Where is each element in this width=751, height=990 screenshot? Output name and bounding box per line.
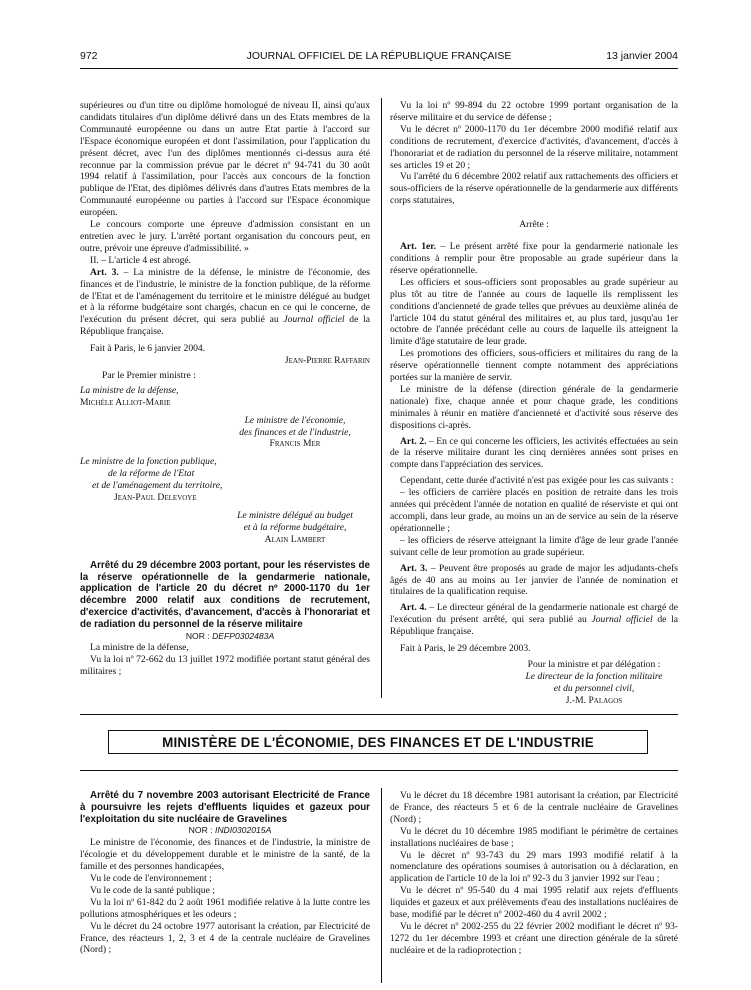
left-column-top bbox=[80, 100, 370, 678]
paragraph: Vu le décret du 10 décembre 1985 modifiant le périmètre de certaines installations nucléaires de base ; bbox=[390, 825, 678, 849]
nor-reference: NOR : DEFP0302483A bbox=[185, 630, 275, 641]
paragraph: II. – L'article 4 est abrogé. bbox=[90, 254, 192, 266]
minister-title: de la réforme de l'Etat bbox=[108, 468, 195, 480]
page-number: 972 bbox=[80, 50, 98, 62]
minister-name: Francis Mer bbox=[269, 438, 321, 450]
fait-a-paris: Fait à Paris, le 29 décembre 2003. bbox=[400, 643, 531, 655]
right-column-top bbox=[390, 100, 678, 707]
paragraph: Vu le code de l'environnement ; bbox=[90, 873, 212, 885]
journal-title: JOURNAL OFFICIEL DE LA RÉPUBLIQUE FRANÇAISE bbox=[246, 50, 512, 62]
minister-title: Le ministre de la fonction publique, bbox=[80, 456, 217, 468]
article-3: Art. 3. – Peuvent être proposés au grade de major les adjudants-chefs âgés de 40 ans au moins au 1er janvier de l'année de nomination et titulaires de la qualification requise. bbox=[390, 562, 679, 598]
article-4: Art. 4. – Le directeur général de la gendarmerie nationale est chargé de l'exécution du présent arrêté, qui sera publié au Journal officiel de la République française. bbox=[390, 602, 679, 638]
paragraph: Le ministre de la défense (direction générale de la gendarmerie nationale) fixe, chaque année et pour chaque grade, les conditions minimales à réunir en matière d'ancienneté et d'activité sous réserve des dispositions ci-après. bbox=[390, 383, 678, 431]
list-item: – les officiers de réserve atteignant la limite d'âge de leur grade l'année suivant celle de leur promotion au grade supérieur. bbox=[390, 534, 678, 558]
article-label: Art. 3. bbox=[90, 266, 119, 278]
nor-reference: NOR : INDI0302015A bbox=[188, 825, 272, 836]
minister-name: Michèle Alliot-Marie bbox=[80, 396, 171, 408]
list-item: – les officiers de carrière placés en position de retraite dans les trois années qui précèdent l'année de notation en qualité de réserviste et qui ont accompli, dans leur grade, au moins un an de service au sein de la réserve opérationnelle ; bbox=[390, 487, 678, 534]
column-divider bbox=[381, 98, 382, 698]
paragraph: Vu le décret du 18 décembre 1981 autorisant la création, par Electricité de France, des réacteurs 5 et 6 de la centrale nucléaire de Gravelines (Nord) ; bbox=[390, 790, 678, 825]
par-le-premier-ministre: Par le Premier ministre : bbox=[102, 369, 196, 381]
paragraph: Vu la loi nº 61-842 du 2 août 1961 modifiée relative à la lutte contre les pollutions atmosphériques et les odeurs ; bbox=[80, 896, 370, 920]
signature-name: J.-M. Palagos bbox=[565, 694, 623, 706]
minister-name: Alain Lambert bbox=[264, 533, 326, 545]
paragraph: Les officiers et sous-officiers sont proposables au grade supérieur au plus tôt au titre de l'année au cours de laquelle ils remplissent les conditions d'ancienneté de grade telles que prévues au deuxième alinéa de l'article 104 du statut général des militaires et, au plus tard, jusqu'au 1er octobre de l'année précédant celle au cours de laquelle ils atteignent la limite d'âge statutaire de leur grade. bbox=[390, 276, 678, 348]
minister-name: Jean-Paul Delevoye bbox=[114, 492, 197, 504]
paragraph: Vu le décret nº 2000-1170 du 1er décembre 2000 modifié relatif aux conditions de recrutement, d'exercice d'activités, d'avancement, d'accès à l'honorariat et de radiation du personnel de la réserve militaire, notamment ses articles 19 et 20 ; bbox=[390, 123, 678, 171]
paragraph: Vu la loi nº 72-662 du 13 juillet 1972 modifiée portant statut général des militaires ; bbox=[80, 654, 370, 678]
paragraph: Vu la loi nº 99-894 du 22 octobre 1999 portant organisation de la réserve militaire et du service de défense ; bbox=[390, 100, 678, 123]
page-header bbox=[80, 50, 678, 66]
paragraph: supérieures ou d'un titre ou diplôme homologué de niveau II, ainsi qu'aux candidats titulaires d'un diplôme délivré dans un des Etats membres de la Communauté européenne ou dans un autre Etat partie à l'accord sur l'Espace économique européen et dont l'assimilation, pour l'application du présent décret, avec l'un des diplômes mentionnés ci-dessus aura été reconnue par la commission prévue par le décret nº 94-741 du 30 août 1994 relatif à l'assimilation, pour l'accès aux concours de la fonction publique de l'Etat, des diplômes délivrés dans d'autres Etats membres de la Communauté européenne ou parties à l'accord sur l'Espace économique européen. bbox=[80, 100, 370, 219]
paragraph: Le concours comporte une épreuve d'admission consistant en un entretien avec le jury. L'arrêté portant organisation du concours peut, en outre, prévoir une épreuve d'admissibilité. » bbox=[80, 219, 370, 254]
minister-title: des finances et de l'industrie, bbox=[239, 426, 351, 438]
banner-rule bbox=[80, 714, 678, 715]
column-divider bbox=[381, 788, 382, 983]
minister-title: et de l'aménagement du territoire, bbox=[92, 480, 223, 492]
decree-title: Arrêté du 7 novembre 2003 autorisant Electricité de France à poursuivre les rejets d'effluents liquides et gazeux pour l'exploitation du site nucléaire de Gravelines bbox=[80, 790, 370, 825]
issue-date: 13 janvier 2004 bbox=[606, 50, 678, 62]
ministry-banner: MINISTÈRE DE L'ÉCONOMIE, DES FINANCES ET DE L'INDUSTRIE bbox=[108, 730, 648, 754]
paragraph: Le ministre de l'économie, des finances et de l'industrie, la ministre de l'écologie et du développement durable et le ministre de la santé, de la famille et des personnes handicapées, bbox=[80, 837, 370, 873]
paragraph: Vu le décret nº 2002-255 du 22 février 2002 modifiant le décret nº 93-1272 du 1er décembre 1993 et créant une direction générale de la sûreté nucléaire et de la radioprotection ; bbox=[390, 920, 678, 956]
signature-line: Pour la ministre et par délégation : bbox=[527, 658, 661, 670]
paragraph: Les promotions des officiers, sous-officiers et militaires du rang de la réserve opérationnelle tiennent compte notamment des appréciations portées sur la manière de servir. bbox=[390, 348, 678, 384]
paragraph: Vu le décret du 24 octobre 1977 autorisant la création, par Electricité de France, des réacteurs 1, 2, 3 et 4 de la centrale nucléaire de Gravelines (Nord) ; bbox=[80, 920, 370, 956]
decree-title: Arrêté du 29 décembre 2003 portant, pour les réservistes de la réserve opérationnelle de la gendarmerie nationale, application de l'article 20 du décret nº 2000-1170 du 1er décembre 2000 relatif aux conditions de recrutement, d'exercice d'activités, d'avancement, d'accès à l'honorariat et de radiation du personnel de la réserve militaire bbox=[80, 559, 370, 630]
minister-title: et à la réforme budgétaire, bbox=[243, 521, 347, 533]
fait-a-paris: Fait à Paris, le 6 janvier 2004. bbox=[90, 343, 206, 355]
paragraph: Vu le décret nº 93-743 du 29 mars 1993 modifié relatif à la nomenclature des opérations soumises à autorisation ou à déclaration, en application de l'article 10 de la loi nº 92-3 du 3 janvier 1992 sur l'eau ; bbox=[390, 849, 678, 885]
minister-title: La ministre de la défense, bbox=[80, 384, 179, 396]
signature-line: et du personnel civil, bbox=[553, 682, 635, 694]
article-3: Art. 3. – La ministre de la défense, le ministre de l'économie, des finances et de l'industrie, le ministre de la fonction publique, de la réforme de l'Etat et de l'aménagement du territoire et le ministre délégué au budget et à la réforme budgétaire sont chargés, chacun en ce qui le concerne, de l'exécution du présent décret, qui sera publié au Journal officiel de la République française. bbox=[80, 266, 371, 338]
signature-line: Le directeur de la fonction militaire bbox=[525, 670, 663, 682]
banner-rule bbox=[80, 770, 678, 771]
paragraph: Vu le code de la santé publique ; bbox=[90, 884, 215, 896]
header-rule bbox=[80, 68, 678, 69]
arrete-heading: Arrête : bbox=[519, 219, 549, 231]
minister-title: Le ministre délégué au budget bbox=[237, 510, 353, 521]
article-1: Art. 1er. – Le présent arrêté fixe pour la gendarmerie nationale les conditions à remplir pour être proposable au grade supérieur dans la réserve opérationnelle. bbox=[390, 241, 678, 276]
paragraph: La ministre de la défense, bbox=[90, 642, 189, 654]
journal-officiel-ref: Journal officiel bbox=[283, 314, 345, 326]
signature-pm: Jean-Pierre Raffarin bbox=[284, 355, 370, 367]
paragraph: Vu l'arrêté du 6 décembre 2002 relatif aux rattachements des officiers et sous-officiers de la réserve opérationnelle de la gendarmerie aux différents corps statutaires, bbox=[390, 171, 678, 207]
article-2: Art. 2. – En ce qui concerne les officiers, les activités effectuées au sein de la réserve militaire durant les cinq dernières années sont prises en compte dans l'appréciation des services. bbox=[390, 435, 679, 471]
right-column-bottom bbox=[390, 790, 678, 957]
minister-title: Le ministre de l'économie, bbox=[244, 414, 346, 426]
paragraph: Vu le décret nº 95-540 du 4 mai 1995 relatif aux rejets d'effluents liquides et gazeux et aux prélèvements d'eau des installations nucléaires de base, modifié par le décret nº 2002-460 du 4 avril 2002 ; bbox=[390, 885, 678, 921]
left-column-bottom bbox=[80, 790, 370, 956]
paragraph: Cependant, cette durée d'activité n'est pas exigée pour les cas suivants : bbox=[400, 475, 674, 487]
